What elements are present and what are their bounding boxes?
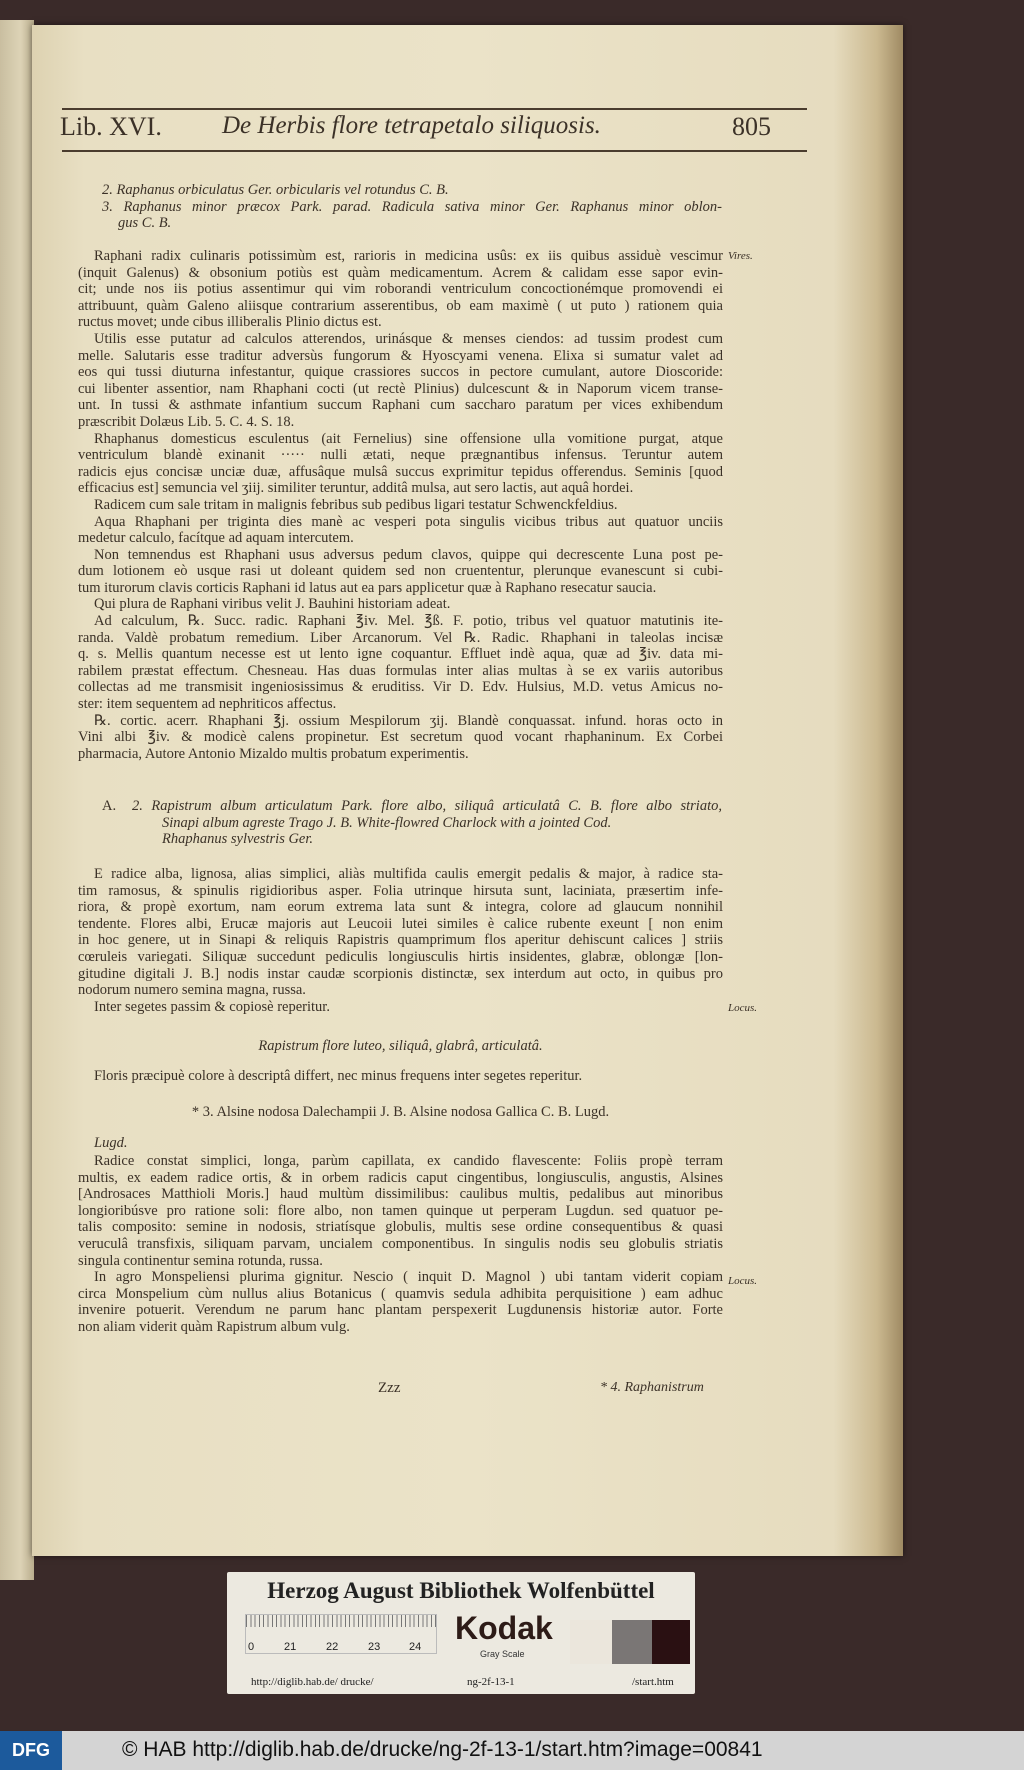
catchword: * 4. Raphanistrum xyxy=(600,1380,704,1395)
text-line: tum iturorum clavis corticis Raphani id latus aut ea pars applicetur quæ à Raphano resecatur saucia. xyxy=(78,579,657,596)
card-url-base: http://diglib.hab.de/ drucke/ xyxy=(251,1676,374,1688)
subheading-block xyxy=(78,1038,723,1055)
text-line: multis, ex eadem radice ortis, & in orbem radicis caput cingentibus, longiusculis, angustis, Alsines xyxy=(78,1169,723,1186)
synonym-list xyxy=(102,182,722,232)
text-line: cit; unde nos iis potius assentimur qui vim roborandi ventriculum concoctionémque promovendi ei xyxy=(78,281,723,298)
text-line: efficacius est] semuncia vel ʒiij. similiter teruntur, additâ mulsa, aut sero lactis, aut aquâ hordei. xyxy=(78,480,634,497)
signature-mark: Zzz xyxy=(378,1380,401,1396)
floris-line: Floris præcipuè colore à descriptâ differt, nec minus frequens inter segetes reperitur. xyxy=(94,1068,583,1084)
text-line: Radicem cum sale tritam in malignis febribus sub pedibus ligari testatur Schwenckfeldius. xyxy=(94,496,618,513)
text-line: singula continentur semina rotunda, russa. xyxy=(78,1252,323,1269)
gray-swatch-dark xyxy=(652,1620,690,1664)
text-line: medetur calculo, facítque ad aquam intercutem. xyxy=(78,530,354,547)
library-name: Herzog August Bibliothek Wolfenbüttel xyxy=(267,1578,655,1603)
text-line: eos qui tussi diuturna infestantur, quique crassiores succos in pectore cumulant, autore Dioscoride: xyxy=(78,364,723,381)
section-raphanus-virtues xyxy=(78,248,723,762)
text-line: Non temnendus est Rhaphani usus adversus pedum clavos, quippe qui decrescente Luna post pe- xyxy=(94,546,723,563)
margin-note-vires: Vires. xyxy=(728,250,753,262)
subheading: Rapistrum flore luteo, siliquâ, glabrâ, articulatâ. xyxy=(258,1038,543,1054)
text-line: In agro Monspeliensi plurima gignitur. Nescio ( inquit D. Magnol ) ubi tantam viderit copiam xyxy=(94,1269,723,1286)
text-line: non aliam viderit quàm Rapistrum album vulg. xyxy=(78,1318,350,1335)
entry-rapistrum-album xyxy=(102,798,722,848)
text-line: ster: item sequentem ad nephriticos affectus. xyxy=(78,696,337,713)
text-line: pharmacia, Autore Antonio Mizaldo multis probatum experimentis. xyxy=(78,745,469,762)
text-line: 2. Raphanus orbiculatus Ger. orbicularis vel rotundus C. B. xyxy=(102,182,449,198)
previous-page-edge xyxy=(0,20,34,1580)
page-number: 805 xyxy=(732,112,771,141)
text-line: in hoc genere, ut in Sinapi & reliquis Rapistris quamprimum flos aperitur dehiscunt calices ] striis xyxy=(78,932,723,949)
text-line: q. s. Mellis quantum necesse est ut lento igne coquantur. Effluet indè aqua, quæ ad ℥iv. data mi- xyxy=(78,646,723,663)
text-line: longioribúsve pro ratione soli: flore albo, non tamen quinque ut perperam Lugdun. sed quatuor pe- xyxy=(78,1202,723,1219)
text-line: randa. Valdè probatum remedium. Liber Arcanorum. Vel ℞. Radic. Rhaphani in taleolas incisæ xyxy=(78,629,723,646)
card-url-page: /start.htm xyxy=(632,1676,674,1688)
text-line: melle. Salutaris esse traditur adversùs fungorum & Hyoscyami venena. Elixa si sumatur valet ad xyxy=(78,347,723,364)
margin-note-locus: Locus. xyxy=(728,1275,758,1287)
text-line: præscribit Dolæus Lib. 5. C. 4. S. 18. xyxy=(78,413,295,430)
text-line: dum lotionem eò usque rasi ut doleant quidem sed non cruententur, plerunque evanescunt si cubi- xyxy=(78,563,723,580)
alsine-heading-block xyxy=(78,1104,723,1121)
text-line: attribuunt, quàm Galeno aliisque contrarium asserentibus, ob eam maximè ( ut puto ) rationem quia xyxy=(78,297,723,314)
gray-swatch-light xyxy=(570,1620,612,1664)
text-line: invenire potuerit. Verendum ne parum hanc plantam perspexerit Lugdunensis historiæ autor. Forte xyxy=(78,1302,723,1319)
ruler-label: 21 xyxy=(284,1641,297,1653)
text-line: talis composito: semine in nodosis, striatísque globulis, multis sese ordine consequentibus & quasi xyxy=(78,1219,723,1236)
entry-line: Rhaphanus sylvestris Ger. xyxy=(162,831,314,848)
running-head-book: Lib. XVI. xyxy=(60,112,162,141)
entry-line: Sinapi album agreste Trago J. B. White-flowred Charlock with a jointed Cod. xyxy=(162,814,612,831)
entry-letter: A. xyxy=(102,798,117,814)
section-rapistrum-description xyxy=(78,866,723,1015)
text-line: collectas ad me transmisit ingeniosissimus & eruditiss. Vir D. Edv. Hulsius, M.D. vetus Amicus no- xyxy=(78,679,723,696)
text-line: Vini albi ℥iv. & modicè calens propinetur. Est secretum quod vocant rhaphaninum. Ex Corbei xyxy=(78,729,723,746)
text-line: Aqua Rhaphani per triginta dies manè ac vesperi pota singulis vicibus tribus aut quatuor unciis xyxy=(94,513,723,530)
text-line: Qui plura de Raphani viribus velit J. Bauhini historiam adeat. xyxy=(94,596,451,613)
text-line: Raphani radix culinaris potissimùm est, rarioris in medicina usûs: ex iis quibus assiduè vescimur xyxy=(94,248,723,264)
section-alsine-description xyxy=(78,1153,723,1336)
floris-block xyxy=(78,1068,723,1085)
header-bottom-rule xyxy=(62,150,807,152)
text-line: unt. In tussi & asthmate infantium succum Raphani cum saccharo paratum per vices exhibendum xyxy=(78,397,723,414)
footer-copyright-link[interactable]: © HAB http://diglib.hab.de/drucke/ng-2f-13-1/start.htm?image=00841 xyxy=(122,1738,763,1761)
text-line: Rhaphanus domesticus esculentus (ait Fernelius) sine offensione ulla vomitione purgat, atque xyxy=(94,430,723,447)
text-line: Utilis esse putatur ad calculos atterendos, urinásque & menses ciendos: ad tussim prodest cum xyxy=(94,330,723,347)
ruler-label: 0 xyxy=(248,1641,255,1653)
ruler xyxy=(245,1614,437,1654)
card-shelfmark: ng-2f-13-1 xyxy=(467,1676,515,1688)
color-target-card xyxy=(227,1572,695,1694)
text-line: Radice constat simplici, longa, parùm capillata, ex candido flavescente: Foliis propè terram xyxy=(94,1153,723,1169)
text-line: E radice alba, lignosa, alias simplici, aliàs multifida caulis emergit pedalis & major, à radice sta- xyxy=(94,866,723,882)
lugd-block xyxy=(78,1135,723,1152)
text-line: Inter segetes passim & copiosè reperitur. xyxy=(94,998,330,1015)
dfg-logo: DFG xyxy=(0,1731,62,1770)
kodak-logo: Kodak xyxy=(455,1610,553,1646)
header-top-rule xyxy=(62,108,807,110)
text-line: tendente. Flores albi, Erucæ majoris aut Leucoii lutei similes è calice rubente exeunt [ non enim xyxy=(78,915,723,932)
text-line: cœruleis variegati. Siliquæ succedunt pediculis longiusculis hirtis insidentes, glabræ, oblongæ [lon- xyxy=(78,948,723,965)
lugd-label: Lugd. xyxy=(94,1135,128,1151)
entry-line: 2. Rapistrum album articulatum Park. flore albo, siliquâ articulatâ C. B. flore albo striato, xyxy=(132,798,722,814)
text-line: cui libenter assentior, nam Rhaphani cocti (ut rectè Plinius) dulcescunt & in Naporum vicem transe- xyxy=(78,380,723,397)
text-line: ventriculum blandè exinanit ····· nulli ætati, neque prægnantibus infensus. Teruntur autem xyxy=(78,447,723,464)
footer-bar xyxy=(0,1731,1024,1770)
gray-swatch-mid xyxy=(612,1620,652,1664)
text-line: radicis ejus concisæ unciæ duæ, affusâque mulsâ succus exprimitur tepidus offerendus. Seminis [quod xyxy=(78,463,723,480)
gray-scale-label: Gray Scale xyxy=(480,1649,525,1659)
text-line: [Androsaces Matthioli Moris.] haud multùm dissimilibus: caulibus multis, pedalibus aut minoribus xyxy=(78,1186,723,1203)
margin-note-locus: Locus. xyxy=(728,1002,758,1014)
text-line: rabilem præstat effectum. Chesneau. Has duas formulas inter alias multas à se ex variis autoribus xyxy=(78,662,723,679)
text-line: nodorum numero semina magna, russa. xyxy=(78,982,306,999)
text-line: gus C. B. xyxy=(118,215,172,232)
text-line: riora, & propè exortum, nam eorum extrema lata sunt & integra, colore ad glaucum nonnihil xyxy=(78,899,723,916)
text-line: tim ramosus, & spinulis rigidioribus asper. Folia utrinque hirsuta sunt, laciniata, præsertim infe- xyxy=(78,882,723,899)
text-line: Ad calculum, ℞. Succ. radic. Raphani ℥iv. Mel. ℥ß. F. potio, tribus vel quatuor matutinis ite- xyxy=(94,613,723,630)
text-line: ℞. cortic. acerr. Rhaphani ℥j. ossium Mespilorum ʒij. Blandè conquassat. infund. horas octo in xyxy=(94,712,723,729)
text-line: veruculâ transfixis, siliquam parvam, uncialem componentibus. In singulis nodis seu globulis striatis xyxy=(78,1235,723,1252)
text-line: gitudine digitali J. B.] nodis instar caudæ scorpionis distinctæ, sex interdum aut octo, in quibus pro xyxy=(78,965,723,982)
ruler-label: 23 xyxy=(368,1641,381,1653)
text-line: 3. Raphanus minor præcox Park. parad. Radicula sativa minor Ger. Raphanus minor oblon- xyxy=(102,198,722,215)
ruler-label: 24 xyxy=(409,1641,422,1653)
running-head-title: De Herbis flore tetrapetalo siliquosis. xyxy=(222,112,601,139)
text-line: (inquit Galenus) & obsonium potiùs est quàm medicamentum. Acrem & calidam esse sapor evin- xyxy=(78,264,723,281)
text-line: ructus movet; unde cibus illiberalis Plinio dictus est. xyxy=(78,314,382,331)
text-line: circa Monspelium cùm nullus alius Botanicus ( quamvis sedula adhibita perquisitione ) eam adhuc xyxy=(78,1285,723,1302)
alsine-heading: * 3. Alsine nodosa Dalechampii J. B. Alsine nodosa Gallica C. B. Lugd. xyxy=(191,1104,610,1120)
ruler-label: 22 xyxy=(326,1641,339,1653)
